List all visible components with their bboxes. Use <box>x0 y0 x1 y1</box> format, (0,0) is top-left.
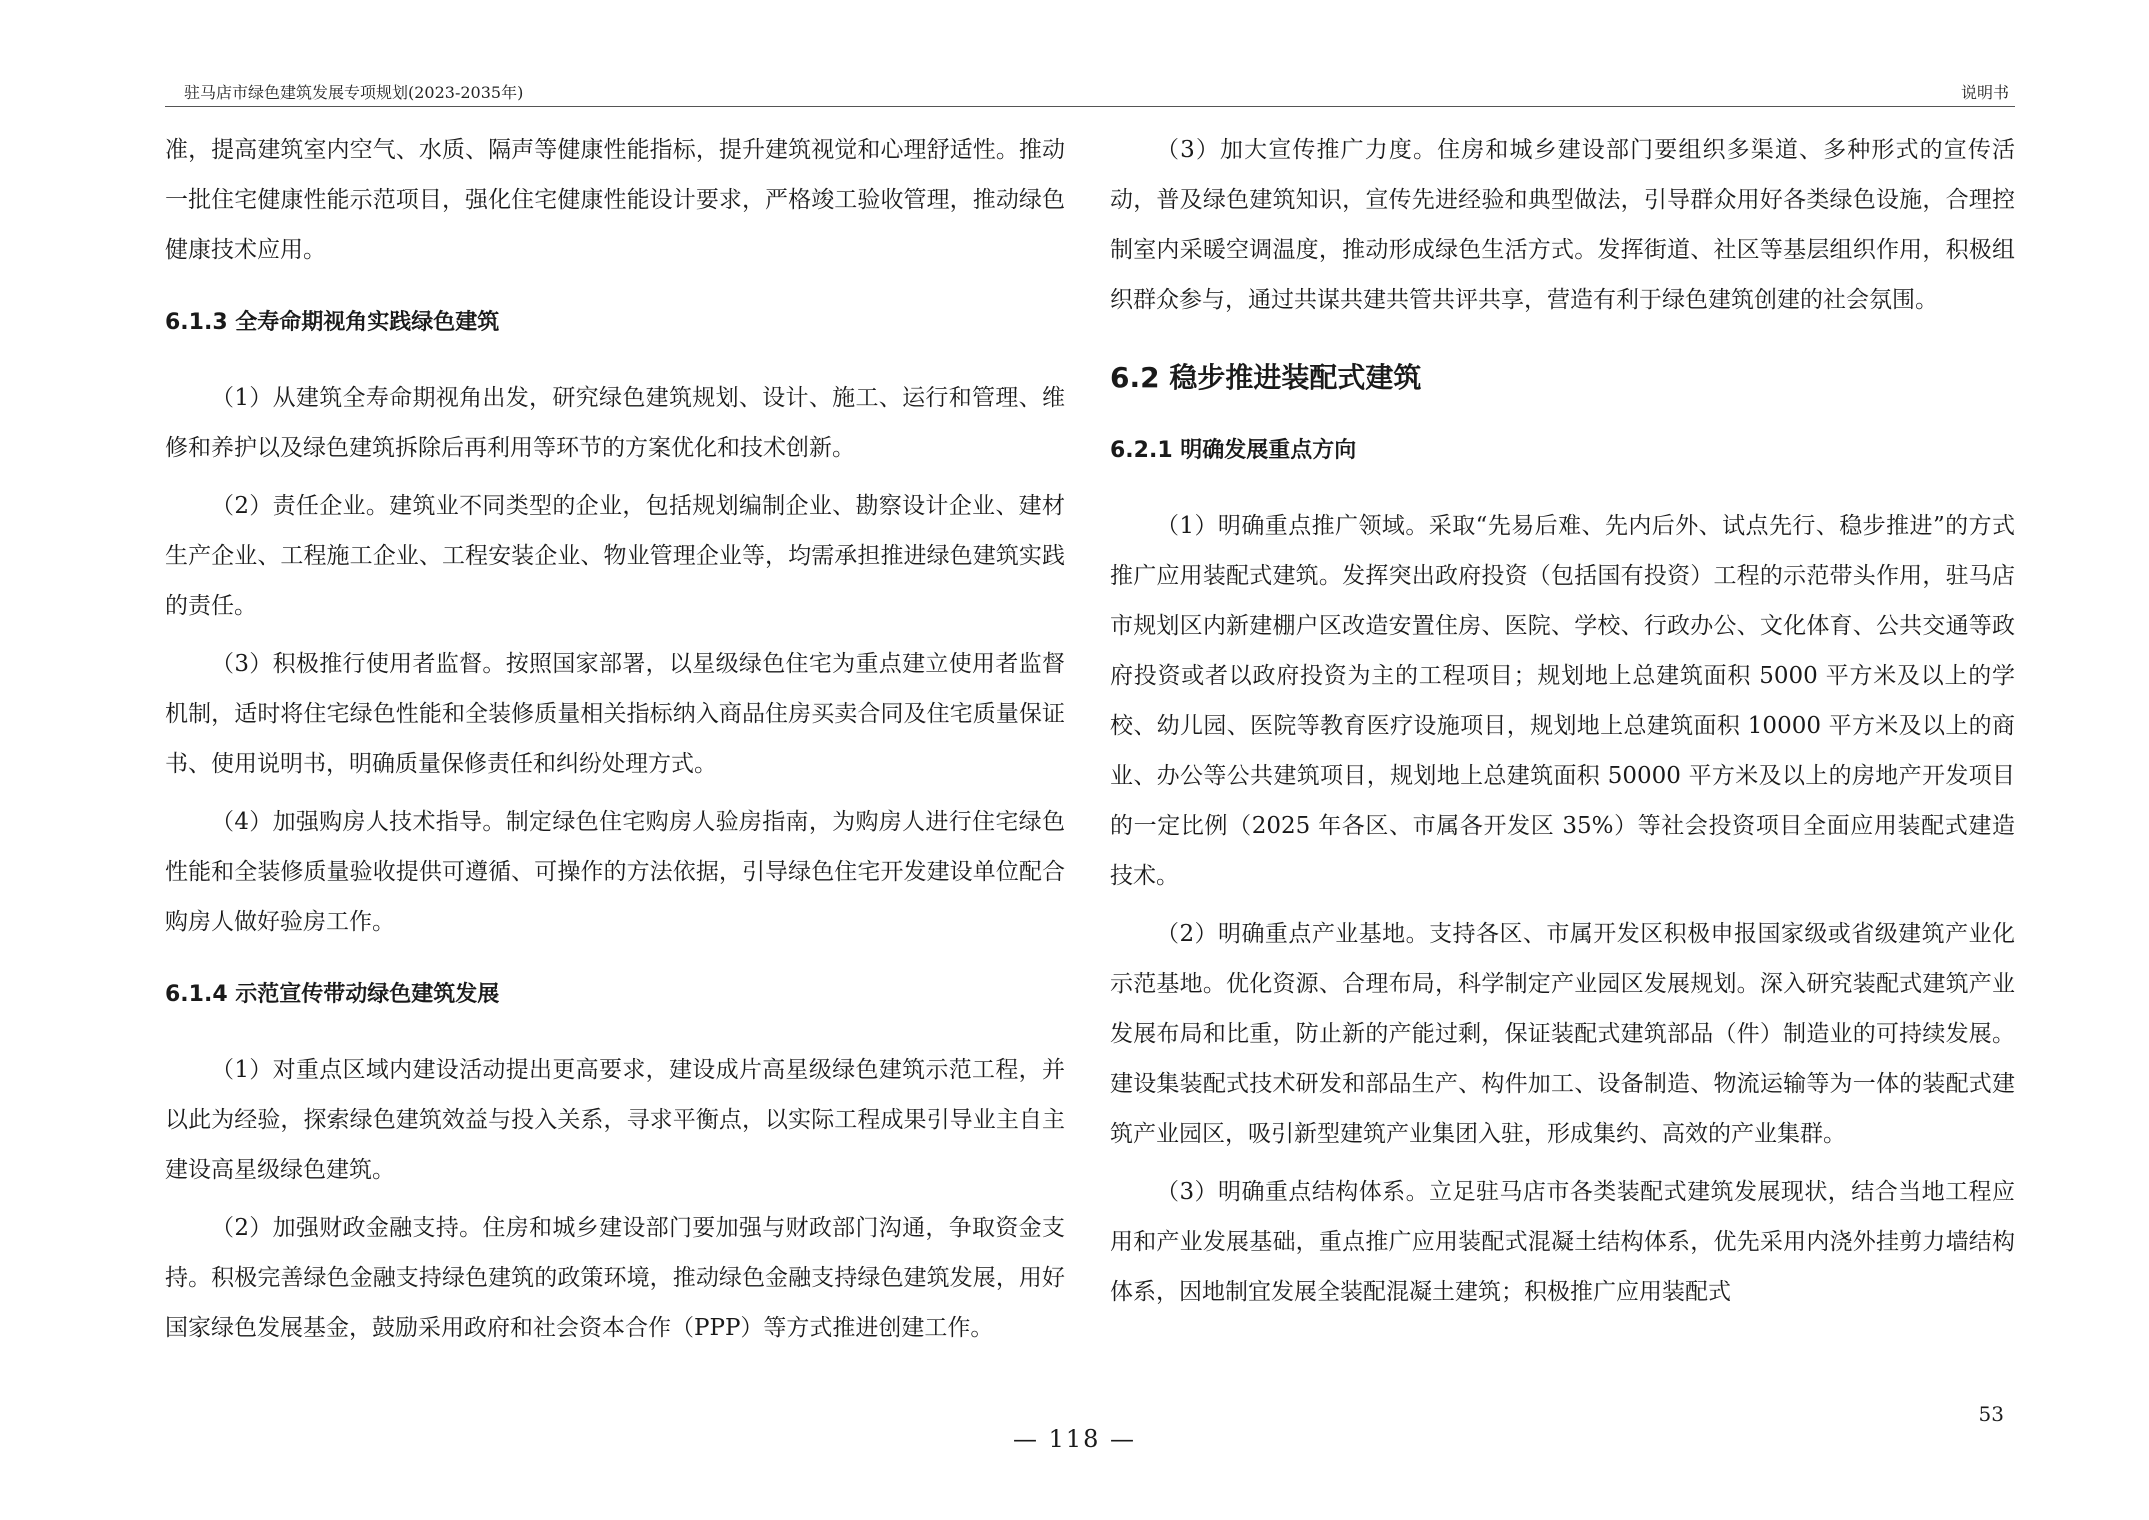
document-title-header: 驻马店市绿色建筑发展专项规划(2023-2035年) <box>184 83 524 102</box>
paragraph-6-2-1-2: （2）明确重点产业基地。支持各区、市属开发区积极申报国家级或省级建筑产业化示范基地。优化资源、合理布局，科学制定产业园区发展规划。深入研究装配式建筑产业发展布局和比重，防止新的产能过剩，保证装配式建筑部品（件）制造业的可持续发展。建设集装配式技术研发和部品生产、构件加工、设备制造、物流运输等为一体的装配式建筑产业园区，吸引新型建筑产业集团入驻，形成集约、高效的产业集群。 <box>1110 921 2015 1147</box>
original-page-number: 53 <box>1978 1402 2004 1426</box>
right-column <box>1110 125 2015 1325</box>
section-heading-6-1-4: 6.1.4 示范宣传带动绿色建筑发展 <box>165 982 500 1007</box>
section-heading-6-2: 6.2 稳步推进装配式建筑 <box>1110 361 1422 394</box>
section-heading-6-2-1: 6.2.1 明确发展重点方向 <box>1110 438 1357 463</box>
section-heading-6-1-3: 6.1.3 全寿命期视角实践绿色建筑 <box>165 310 500 335</box>
header-divider <box>165 106 2015 107</box>
paragraph-6-1-4-2: （2）加强财政金融支持。住房和城乡建设部门要加强与财政部门沟通，争取资金支持。积极完善绿色金融支持绿色建筑的政策环境，推动绿色金融支持绿色建筑发展，用好国家绿色发展基金，鼓励采用政府和社会资本合作（PPP）等方式推进创建工作。 <box>165 1215 1065 1341</box>
paragraph-6-1-3-3: （3）积极推行使用者监督。按照国家部署，以星级绿色住宅为重点建立使用者监督机制，适时将住宅绿色性能和全装修质量相关指标纳入商品住房买卖合同及住宅质量保证书、使用说明书，明确质量保修责任和纠纷处理方式。 <box>165 651 1065 777</box>
paragraph-intro: 准，提高建筑室内空气、水质、隔声等健康性能指标，提升建筑视觉和心理舒适性。推动一批住宅健康性能示范项目，强化住宅健康性能设计要求，严格竣工验收管理，推动绿色健康技术应用。 <box>165 137 1065 263</box>
page-number: — 118 — <box>1012 1425 1137 1453</box>
document-type-header: 说明书 <box>1960 83 2009 102</box>
paragraph-6-1-3-1: （1）从建筑全寿命期视角出发，研究绿色建筑规划、设计、施工、运行和管理、维修和养护以及绿色建筑拆除后再利用等环节的方案优化和技术创新。 <box>165 385 1065 461</box>
paragraph-6-1-4-1: （1）对重点区域内建设活动提出更高要求，建设成片高星级绿色建筑示范工程，并以此为经验，探索绿色建筑效益与投入关系，寻求平衡点，以实际工程成果引导业主自主建设高星级绿色建筑。 <box>165 1057 1065 1183</box>
paragraph-6-2-1-3: （3）明确重点结构体系。立足驻马店市各类装配式建筑发展现状，结合当地工程应用和产业发展基础，重点推广应用装配式混凝土结构体系，优先采用内浇外挂剪力墙结构体系，因地制宜发展全装配混凝土建筑；积极推广应用装配式 <box>1110 1179 2015 1305</box>
paragraph-6-2-1-1: （1）明确重点推广领域。采取“先易后难、先内后外、试点先行、稳步推进”的方式推广应用装配式建筑。发挥突出政府投资（包括国有投资）工程的示范带头作用，驻马店市规划区内新建棚户区改造安置住房、医院、学校、行政办公、文化体育、公共交通等政府投资或者以政府投资为主的工程项目；规划地上总建筑面积 5000 平方米及以上的学校、幼儿园、医院等教育医疗设施项目，规划地上总建筑面积 10000 平方米及以上的商业、办公等公共建筑项目，规划地上总建筑面积 50000 平方米及以上的房地产开发项目的一定比例（2025 年各区、市属各开发区 35%）等社会投资项目全面应用装配式建造技术。 <box>1110 513 2015 889</box>
left-column <box>165 125 1065 1361</box>
paragraph-6-1-3-4: （4）加强购房人技术指导。制定绿色住宅购房人验房指南，为购房人进行住宅绿色性能和全装修质量验收提供可遵循、可操作的方法依据，引导绿色住宅开发建设单位配合购房人做好验房工作。 <box>165 809 1065 935</box>
paragraph-6-1-3-2: （2）责任企业。建筑业不同类型的企业，包括规划编制企业、勘察设计企业、建材生产企业、工程施工企业、工程安装企业、物业管理企业等，均需承担推进绿色建筑实践的责任。 <box>165 493 1065 619</box>
paragraph-6-1-4-3: （3）加大宣传推广力度。住房和城乡建设部门要组织多渠道、多种形式的宣传活动，普及绿色建筑知识，宣传先进经验和典型做法，引导群众用好各类绿色设施，合理控制室内采暖空调温度，推动形成绿色生活方式。发挥街道、社区等基层组织作用，积极组织群众参与，通过共谋共建共管共评共享，营造有利于绿色建筑创建的社会氛围。 <box>1110 137 2015 313</box>
